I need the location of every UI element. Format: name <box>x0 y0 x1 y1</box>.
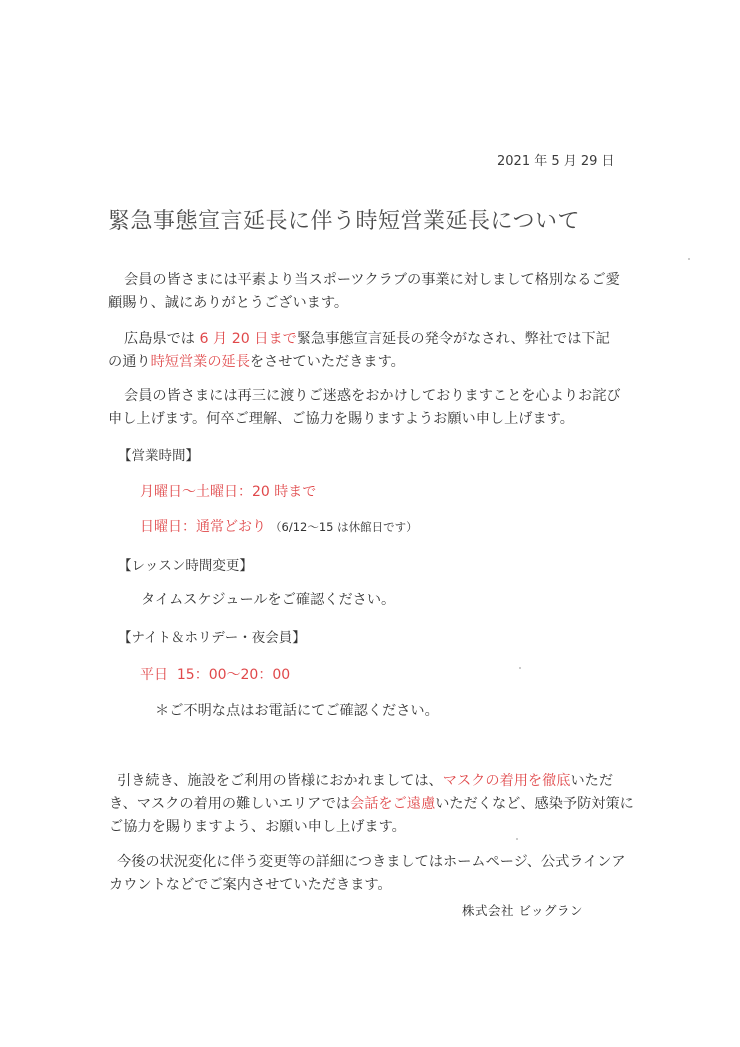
intro-line-1: 会員の皆さまには平素より当スポーツクラブの事業に対しまして格別なるご愛 <box>124 272 620 288</box>
request-mask: マスクの着用を徹底 <box>442 773 571 789</box>
sunday-closure-note: （6/12～15 は休館日です） <box>270 520 418 534</box>
weekday-hours: 月曜日～土曜日：20 時まで <box>140 484 317 500</box>
announcement-line-2 <box>108 351 405 374</box>
request-talk: 会話をご遠慮 <box>350 796 436 812</box>
announcement-line2-post: をさせていただきます。 <box>249 354 405 370</box>
sunday-hours: 日曜日：通常どおり <box>140 519 266 535</box>
request-line1-post: いただ <box>570 773 614 789</box>
scan-speck <box>519 667 521 669</box>
document-title: 緊急事態宣言延長に伴う時短営業延長について <box>108 209 581 234</box>
night-hours: 平日 15：00～20：00 <box>140 667 291 683</box>
future-line-2: カウントなどでご案内させていただきます。 <box>109 877 392 893</box>
future-line-1: 今後の状況変化に伴う変更等の詳細につきましてはホームページ、公式ラインア <box>117 854 626 870</box>
document-date: 2021 年 5 月 29 日 <box>497 154 615 169</box>
apology-line-2: 申し上げます。何卒ご理解、ご協力を賜りますようお願い申し上げます。 <box>108 411 574 427</box>
lesson-text: タイムスケジュールをご確認ください。 <box>141 592 396 608</box>
announcement-mid: 緊急事態宣言延長の発令がなされ、弊社では下記 <box>296 331 610 347</box>
request-line2-post: いただくなど、感染予防対策に <box>435 796 634 812</box>
apology-line-1: 会員の皆さまには再三に渡りご迷惑をおかけしておりますことを心よりお詫び <box>124 388 621 404</box>
company-signature: 株式会社 ビッグラン <box>462 903 583 918</box>
sunday-hours-line <box>140 516 418 536</box>
night-note: ＊ご不明な点はお電話にてご確認ください。 <box>155 703 439 719</box>
request-line-3: ご協力を賜りますよう、お願い申し上げます。 <box>109 819 406 835</box>
lesson-heading: 【レッスン時間変更】 <box>118 558 253 574</box>
announcement-date: 6 月 20 日まで <box>194 331 297 347</box>
business-hours-heading: 【営業時間】 <box>118 448 199 464</box>
intro-line-2: 顧賜り、誠にありがとうございます。 <box>108 295 349 311</box>
announcement-line2-pre: の通り <box>108 354 151 370</box>
request-line-1 <box>117 770 613 793</box>
request-line2-pre: き、マスクの着用の難しいエリアでは <box>109 796 351 812</box>
announcement-extension: 時短営業の延長 <box>150 354 250 370</box>
request-line-2 <box>109 793 634 816</box>
scan-speck <box>516 838 518 840</box>
night-heading: 【ナイト＆ホリデー・夜会員】 <box>118 630 306 646</box>
announcement-line-1 <box>124 328 610 351</box>
scan-speck <box>688 258 690 260</box>
announcement-pre: 広島県では <box>124 331 195 347</box>
request-line1-pre: 引き続き、施設をご利用の皆様におかれましては、 <box>117 773 443 789</box>
